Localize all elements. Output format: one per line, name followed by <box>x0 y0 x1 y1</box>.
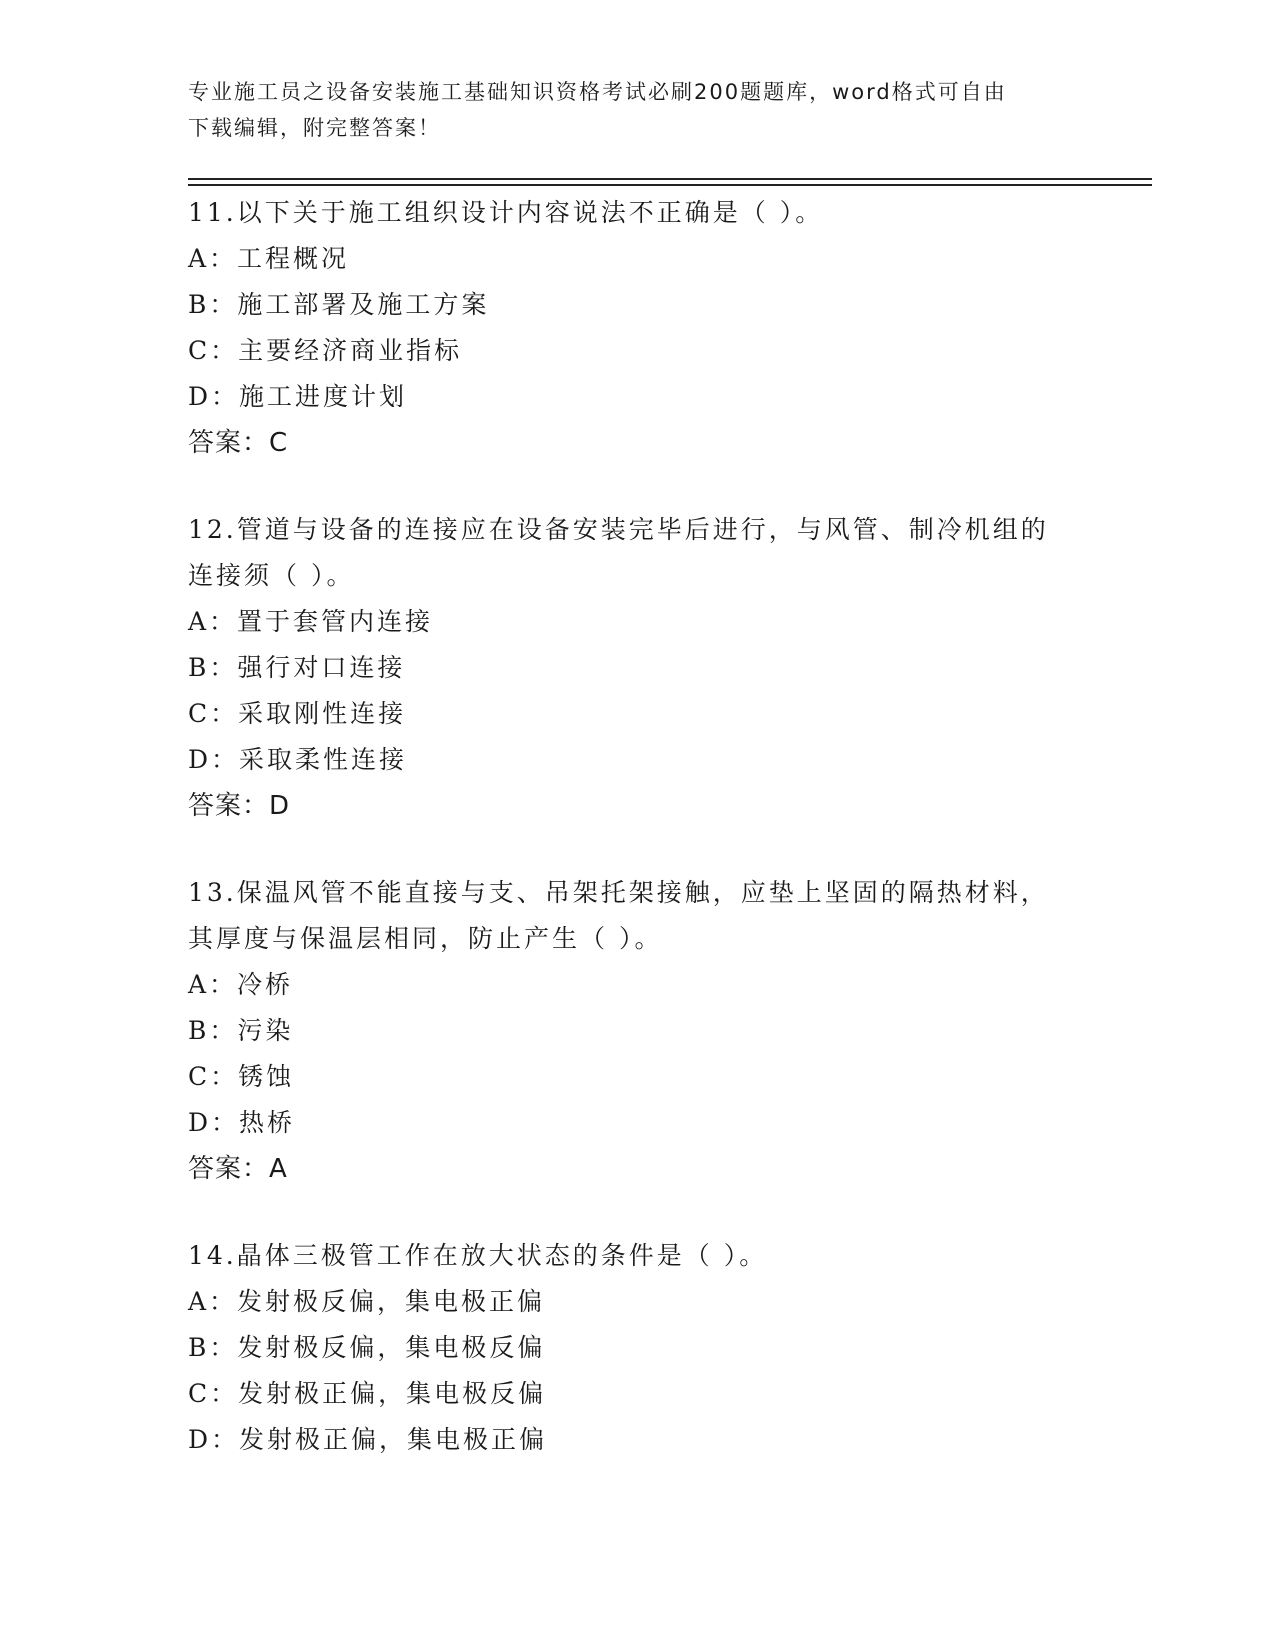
option-b: B：污染 <box>188 1016 294 1045</box>
question-13 <box>188 870 1088 1192</box>
option-a: A：置于套管内连接 <box>188 607 434 636</box>
option-c: C：锈蚀 <box>188 1062 295 1091</box>
option-d: D：施工进度计划 <box>188 382 408 411</box>
option-d: D：热桥 <box>188 1108 296 1137</box>
option-c: C：采取刚性连接 <box>188 699 407 728</box>
question-11 <box>188 190 1088 466</box>
question-stem-continued: 其厚度与保温层相同，防止产生（ ）。 <box>188 924 663 953</box>
option-d: D：发射极正偏，集电极正偏 <box>188 1425 548 1454</box>
answer-line: 答案：A <box>188 1154 288 1184</box>
option-c: C：发射极正偏，集电极反偏 <box>188 1379 547 1408</box>
option-b: B：强行对口连接 <box>188 653 406 682</box>
document-header <box>188 74 1088 146</box>
answer-line: 答案：D <box>188 791 291 821</box>
answer-line: 答案：C <box>188 428 289 458</box>
option-a: A：冷桥 <box>188 970 294 999</box>
question-stem: 14.晶体三极管工作在放大状态的条件是（ ）。 <box>188 1241 768 1270</box>
question-list <box>188 190 1088 1463</box>
question-spacer <box>188 466 1088 507</box>
question-stem: 13.保温风管不能直接与支、吊架托架接触，应垫上坚固的隔热材料， <box>188 878 1049 907</box>
question-spacer <box>188 1192 1088 1233</box>
header-line-1: 专业施工员之设备安装施工基础知识资格考试必刷200题题库，word格式可自由 <box>188 80 1007 104</box>
option-a: A：发射极反偏，集电极正偏 <box>188 1287 546 1316</box>
option-b: B：发射极反偏，集电极反偏 <box>188 1333 546 1362</box>
question-12 <box>188 507 1088 829</box>
option-d: D：采取柔性连接 <box>188 745 408 774</box>
header-divider-bottom <box>188 184 1152 186</box>
question-spacer <box>188 829 1088 870</box>
question-stem: 11.以下关于施工组织设计内容说法不正确是（ ）。 <box>188 198 824 227</box>
header-line-2: 下载编辑，附完整答案！ <box>188 116 441 140</box>
question-stem-continued: 连接须（ ）。 <box>188 561 355 590</box>
header-divider-top <box>188 178 1152 180</box>
question-stem: 12.管道与设备的连接应在设备安装完毕后进行，与风管、制冷机组的 <box>188 515 1049 544</box>
option-a: A：工程概况 <box>188 244 350 273</box>
option-c: C：主要经济商业指标 <box>188 336 463 365</box>
option-b: B：施工部署及施工方案 <box>188 290 490 319</box>
question-14 <box>188 1233 1088 1463</box>
